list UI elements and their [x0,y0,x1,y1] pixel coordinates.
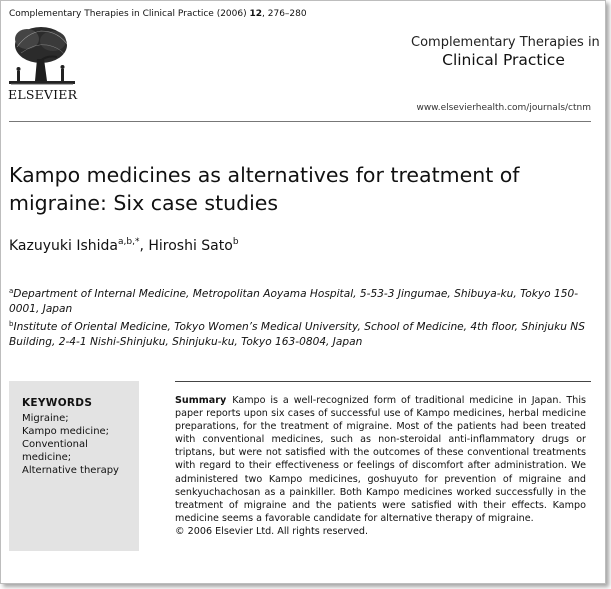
citation-journal: Complementary Therapies in Clinical Practice (2006) [9,9,250,19]
keyword-item: Alternative therapy [22,465,119,476]
citation-pages: , 276–280 [262,9,307,19]
abstract-divider [175,381,591,382]
abstract [175,394,586,538]
keywords-panel [9,381,139,551]
affiliation-marker: b [9,320,14,328]
abstract-body [175,394,586,525]
journal-masthead [411,35,600,69]
keyword-item: Conventional medicine; [22,439,88,463]
author-affiliation-marker[interactable]: a,b,* [118,237,140,247]
journal-url-link[interactable]: www.elsevierhealth.com/journals/ctnm [416,103,591,113]
abstract-text: Kampo is a well-recognized form of traditional medicine in Japan. This paper reports upon six cases of successful use of Kampo medicines, herbal medicine preparations, for the treatment of migraine. Most of the patients had been treated with conventional medicines, such as non-steroidal anti-inflammatory drugs or triptans, but were not satisfied with the outcomes of these conventional treatments with regard to their effectiveness or feelings of discomfort after administration. We administered two Kampo medicines, goshuyuto for prevention of migraine and senkyuchachosan as a painkiller. Both Kampo medicines worked successfully in the treatment of migraine and the patients were satisfied with their effects. Kampo medicine seems a favorable candidate for alternative therapy of migraine. [175,395,586,524]
author-list [9,237,239,254]
keywords-heading: KEYWORDS [22,397,93,409]
journal-name-line2: Clinical Practice [442,51,565,69]
abstract-label: Summary [175,395,227,406]
keywords-list [22,412,134,477]
header-divider [9,121,591,122]
author-name: Kazuyuki Ishida [9,238,118,254]
author-name: Hiroshi Sato [148,238,233,254]
citation-volume: 12 [249,9,263,19]
author-separator: , [139,238,149,254]
affiliation-text: Institute of Oriental Medicine, Tokyo Women’s Medical University, School of Medicine, 4th floor, Shinjuku NS Building, 2-4-1 Nishi-Shinjuku, Shinjuku-ku, Tokyo 163-0804, Japan [9,321,585,348]
affiliation-text: Department of Internal Medicine, Metropolitan Aoyama Hospital, 5-53-3 Jingumae, Shibuya-ku, Tokyo 150-0001, Japan [9,288,579,315]
article-title: Kampo medicines as alternatives for treatment of migraine: Six case studies [9,163,520,215]
affiliation-entry [9,284,599,317]
citation-line [9,9,307,19]
affiliation-marker: a [9,287,14,295]
keyword-item: Migraine; [22,413,69,424]
affiliations [9,284,599,350]
affiliation-entry [9,317,599,350]
publisher-logo-text: ELSEVIER [8,87,78,102]
journal-name-line1: Complementary Therapies in [411,35,600,50]
keyword-item: Kampo medicine; [22,426,110,437]
author-affiliation-marker[interactable]: b [232,237,239,247]
copyright-notice: © 2006 Elsevier Ltd. All rights reserved. [175,525,369,537]
